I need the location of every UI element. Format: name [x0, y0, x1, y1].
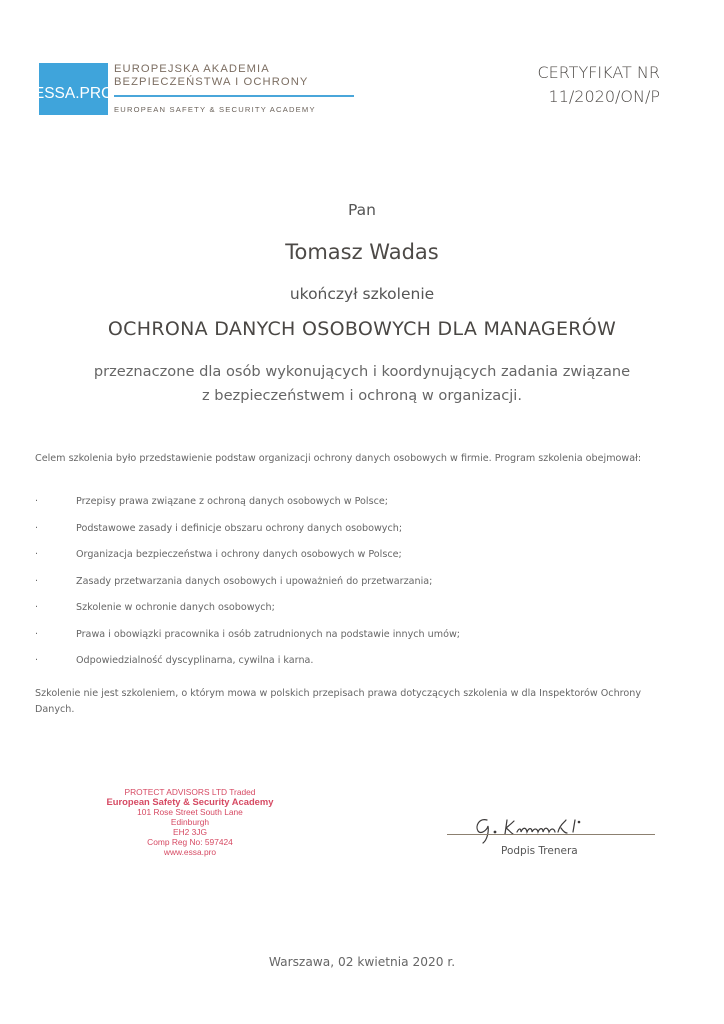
program-intro: Celem szkolenia było przedstawienie podstaw organizacji ochrony danych osobowych w firmie. Program szkolenia obejmował: — [35, 453, 642, 464]
logo-name-pl-line1: EUROPEJSKA AKADEMIA — [114, 63, 270, 75]
stamp-line: Comp Reg No: 597424 — [147, 837, 233, 847]
certificate-number-block — [537, 61, 660, 109]
course-purpose-line2: z bezpieczeństwem i ochroną w organizacji. — [202, 387, 522, 404]
salutation: Pan — [348, 201, 376, 219]
program-item-text: Przepisy prawa związane z ochroną danych osobowych w Polsce; — [76, 496, 389, 507]
logo-name-pl-line2: BEZPIECZEŃSTWA I OCHRONY — [114, 76, 309, 88]
bullet-icon: · — [35, 522, 39, 534]
bullet-icon: · — [35, 496, 39, 507]
program-item — [35, 602, 655, 629]
certificate-label: CERTYFIKAT NR — [537, 63, 660, 82]
handwritten-signature-icon — [445, 812, 655, 846]
logo-wordmark — [114, 63, 356, 114]
recipient-name: Tomasz Wadas — [285, 240, 439, 264]
stamp-line: PROTECT ADVISORS LTD Traded — [124, 787, 256, 797]
program-item-text: Szkolenie w ochronie danych osobowych; — [76, 602, 275, 613]
program-item-text: Odpowiedzialność dyscyplinarna, cywilna i karna. — [76, 655, 314, 666]
place-and-date: Warszawa, 02 kwietnia 2020 r. — [268, 955, 456, 969]
bullet-icon: · — [35, 602, 39, 613]
course-purpose-line1: przeznaczone dla osób wykonujących i koordynujących zadania związane — [93, 363, 631, 380]
bullet-icon: · — [35, 575, 39, 587]
completed-text: ukończył szkolenie — [289, 285, 435, 303]
signature-line — [447, 834, 655, 835]
logo-badge-text: ESSA.PRO — [33, 85, 114, 102]
course-purpose — [0, 360, 724, 408]
logo-divider — [114, 95, 354, 97]
program-item — [35, 629, 655, 656]
company-stamp — [88, 787, 292, 857]
program-item — [35, 549, 655, 576]
program-item-text: Organizacja bezpieczeństwa i ochrony danych osobowych w Polsce; — [76, 549, 402, 560]
program-item — [35, 655, 655, 682]
bullet-icon: · — [35, 655, 39, 666]
bullet-icon: · — [35, 549, 39, 560]
stamp-line: EH2 3JG — [173, 827, 207, 837]
certificate-number: 11/2020/ON/P — [548, 87, 660, 106]
program-item-text: Prawa i obowiązki pracownika i osób zatrudnionych na podstawie innych umów; — [76, 628, 461, 640]
bullet-icon: · — [35, 628, 39, 640]
program-item-text: Zasady przetwarzania danych osobowych i upoważnień do przetwarzania; — [76, 575, 433, 587]
program-item — [35, 523, 655, 550]
signature-label: Podpis Trenera — [501, 845, 578, 857]
stamp-line: Edinburgh — [170, 817, 210, 827]
trainer-signature — [445, 812, 655, 862]
logo-badge — [33, 63, 114, 115]
stamp-line: www.essa.pro — [163, 847, 217, 857]
stamp-line: 101 Rose Street South Lane — [137, 807, 243, 817]
program-item — [35, 576, 655, 603]
program-item-text: Podstawowe zasady i definicje obszaru ochrony danych osobowych; — [76, 522, 403, 534]
stamp-line: European Safety & Security Academy — [106, 796, 274, 807]
logo-name-en: EUROPEAN SAFETY & SECURITY ACADEMY — [114, 105, 316, 114]
program-note: Szkolenie nie jest szkoleniem, o którym mowa w polskich przepisach prawa dotyczących szkolenia w dla Inspektorów Ochrony Danych. — [35, 688, 642, 715]
program-items — [35, 496, 655, 682]
course-title: OCHRONA DANYCH OSOBOWYCH DLA MANAGERÓW — [107, 318, 617, 340]
program-item — [35, 496, 655, 523]
